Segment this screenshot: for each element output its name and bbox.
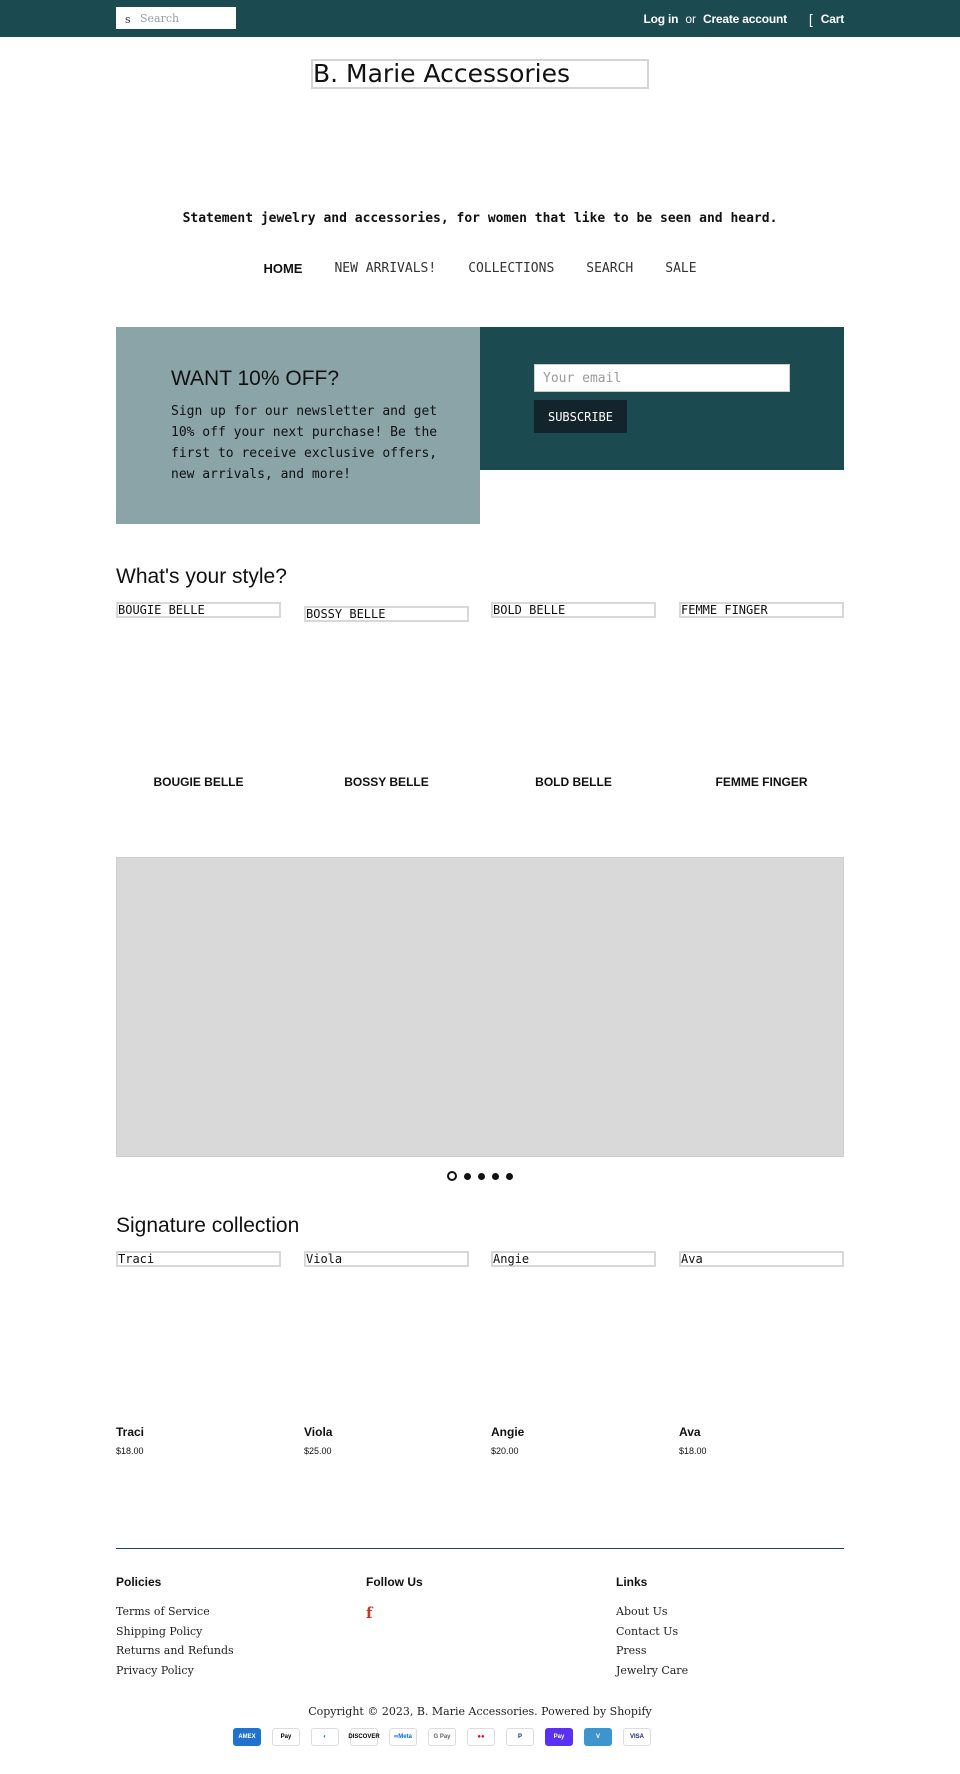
payment-icon-venmo: V	[584, 1728, 612, 1746]
footer-link-shipping[interactable]: Shipping Policy	[116, 1624, 203, 1638]
product-price: $18.00	[116, 1446, 144, 1456]
product-image[interactable]: Ava	[679, 1251, 844, 1267]
product-name[interactable]: Viola	[304, 1425, 333, 1439]
footer-policies-title: Policies	[116, 1575, 162, 1589]
nav-search[interactable]: SEARCH	[586, 261, 634, 276]
payment-icon-diners-club: ◐	[311, 1728, 339, 1746]
product-price: $20.00	[491, 1446, 519, 1456]
login-link[interactable]: Log in	[643, 12, 679, 26]
payment-icon-discover: DISCOVER	[350, 1728, 378, 1746]
footer-link-terms[interactable]: Terms of Service	[116, 1605, 210, 1618]
collection-title[interactable]: BOSSY BELLE	[344, 775, 429, 789]
footer-policies	[116, 1575, 234, 1682]
footer-link-about[interactable]: About Us	[616, 1605, 668, 1618]
product-image[interactable]: Traci	[116, 1251, 281, 1267]
main-nav	[0, 261, 960, 276]
slide-dot[interactable]	[506, 1173, 513, 1180]
slide-dot[interactable]	[492, 1173, 499, 1180]
footer-link-returns[interactable]: Returns and Refunds	[116, 1644, 234, 1658]
cart-link[interactable]: Cart	[820, 12, 844, 26]
newsletter-form	[480, 327, 844, 470]
tagline: Statement jewelry and accessories, for women that like to be seen and heard.	[182, 211, 778, 226]
product-name[interactable]: Traci	[116, 1425, 145, 1439]
payment-icon-paypal: P	[506, 1728, 534, 1746]
slide-dot[interactable]	[478, 1173, 485, 1180]
cart-icon[interactable]: [	[808, 11, 813, 27]
footer-follow	[366, 1575, 423, 1623]
collection-image[interactable]: BOUGIE BELLE	[116, 602, 281, 618]
footer-divider	[116, 1548, 844, 1549]
payment-icon-mastercard: ●●	[467, 1728, 495, 1746]
newsletter-text: Sign up for our newsletter and get 10% off your next purchase! Be the first to receive exclusive offers, new arrivals, and more!	[171, 404, 438, 482]
collection-image[interactable]: BOLD BELLE	[491, 602, 656, 618]
search-box[interactable]	[116, 7, 236, 29]
payment-icon-visa: VISA	[623, 1728, 651, 1746]
nav-new-arrivals[interactable]: NEW ARRIVALS!	[334, 261, 437, 276]
footer-link-jewelry-care[interactable]: Jewelry Care	[616, 1663, 689, 1677]
product-image[interactable]: Viola	[304, 1251, 469, 1267]
copyright: Copyright © 2023, B. Marie Accessories. Powered by Shopify	[308, 1705, 652, 1718]
footer-links-title: Links	[616, 1575, 648, 1589]
product-price: $18.00	[679, 1446, 707, 1456]
payment-icon-apple-pay: Pay	[272, 1728, 300, 1746]
signature-section-title: Signature collection	[116, 1214, 300, 1237]
footer-follow-title: Follow Us	[366, 1575, 423, 1589]
collection-title[interactable]: BOLD BELLE	[535, 775, 612, 789]
footer-links	[616, 1575, 688, 1682]
nav-sale[interactable]: SALE	[665, 261, 697, 276]
nav-collections[interactable]: COLLECTIONS	[468, 261, 555, 276]
email-input[interactable]	[534, 364, 790, 392]
product-image[interactable]: Angie	[491, 1251, 656, 1267]
style-section-title: What's your style?	[116, 565, 287, 588]
collection-image[interactable]: FEMME FINGER	[679, 602, 844, 618]
collection-title[interactable]: BOUGIE BELLE	[153, 775, 244, 789]
slideshow[interactable]	[116, 857, 844, 1157]
search-icon[interactable]: s	[125, 13, 131, 26]
collection-image[interactable]: BOSSY BELLE	[304, 606, 469, 622]
footer-link-contact[interactable]: Contact Us	[616, 1624, 679, 1638]
slide-dot[interactable]	[447, 1171, 457, 1181]
site-logo[interactable]: B. Marie Accessories	[311, 59, 649, 89]
payment-icon-google-pay: G Pay	[428, 1728, 456, 1746]
create-account-link[interactable]: Create account	[702, 12, 787, 26]
search-input[interactable]	[140, 9, 232, 27]
nav-home[interactable]: HOME	[263, 261, 303, 276]
subscribe-button[interactable]: SUBSCRIBE	[534, 400, 627, 433]
collection-title[interactable]: FEMME FINGER	[715, 775, 808, 789]
payment-icons	[233, 1728, 651, 1746]
product-price: $25.00	[304, 1446, 332, 1456]
top-bar	[0, 0, 960, 37]
account-links	[644, 12, 844, 26]
slideshow-dots	[0, 1171, 960, 1181]
footer-link-privacy[interactable]: Privacy Policy	[116, 1663, 194, 1677]
payment-icon-shop-pay: Pay	[545, 1728, 573, 1746]
slide-dot[interactable]	[464, 1173, 471, 1180]
or-separator: or	[685, 12, 696, 26]
footer-link-press[interactable]: Press	[616, 1644, 647, 1658]
product-name[interactable]: Angie	[491, 1425, 525, 1439]
payment-icon-meta-pay: ∞Meta	[389, 1728, 417, 1746]
newsletter-promo	[116, 327, 480, 524]
facebook-icon[interactable]: f	[366, 1604, 373, 1622]
product-name[interactable]: Ava	[679, 1425, 701, 1439]
payment-icon-american-express: AMEX	[233, 1728, 261, 1746]
newsletter-title: WANT 10% OFF?	[171, 367, 340, 390]
